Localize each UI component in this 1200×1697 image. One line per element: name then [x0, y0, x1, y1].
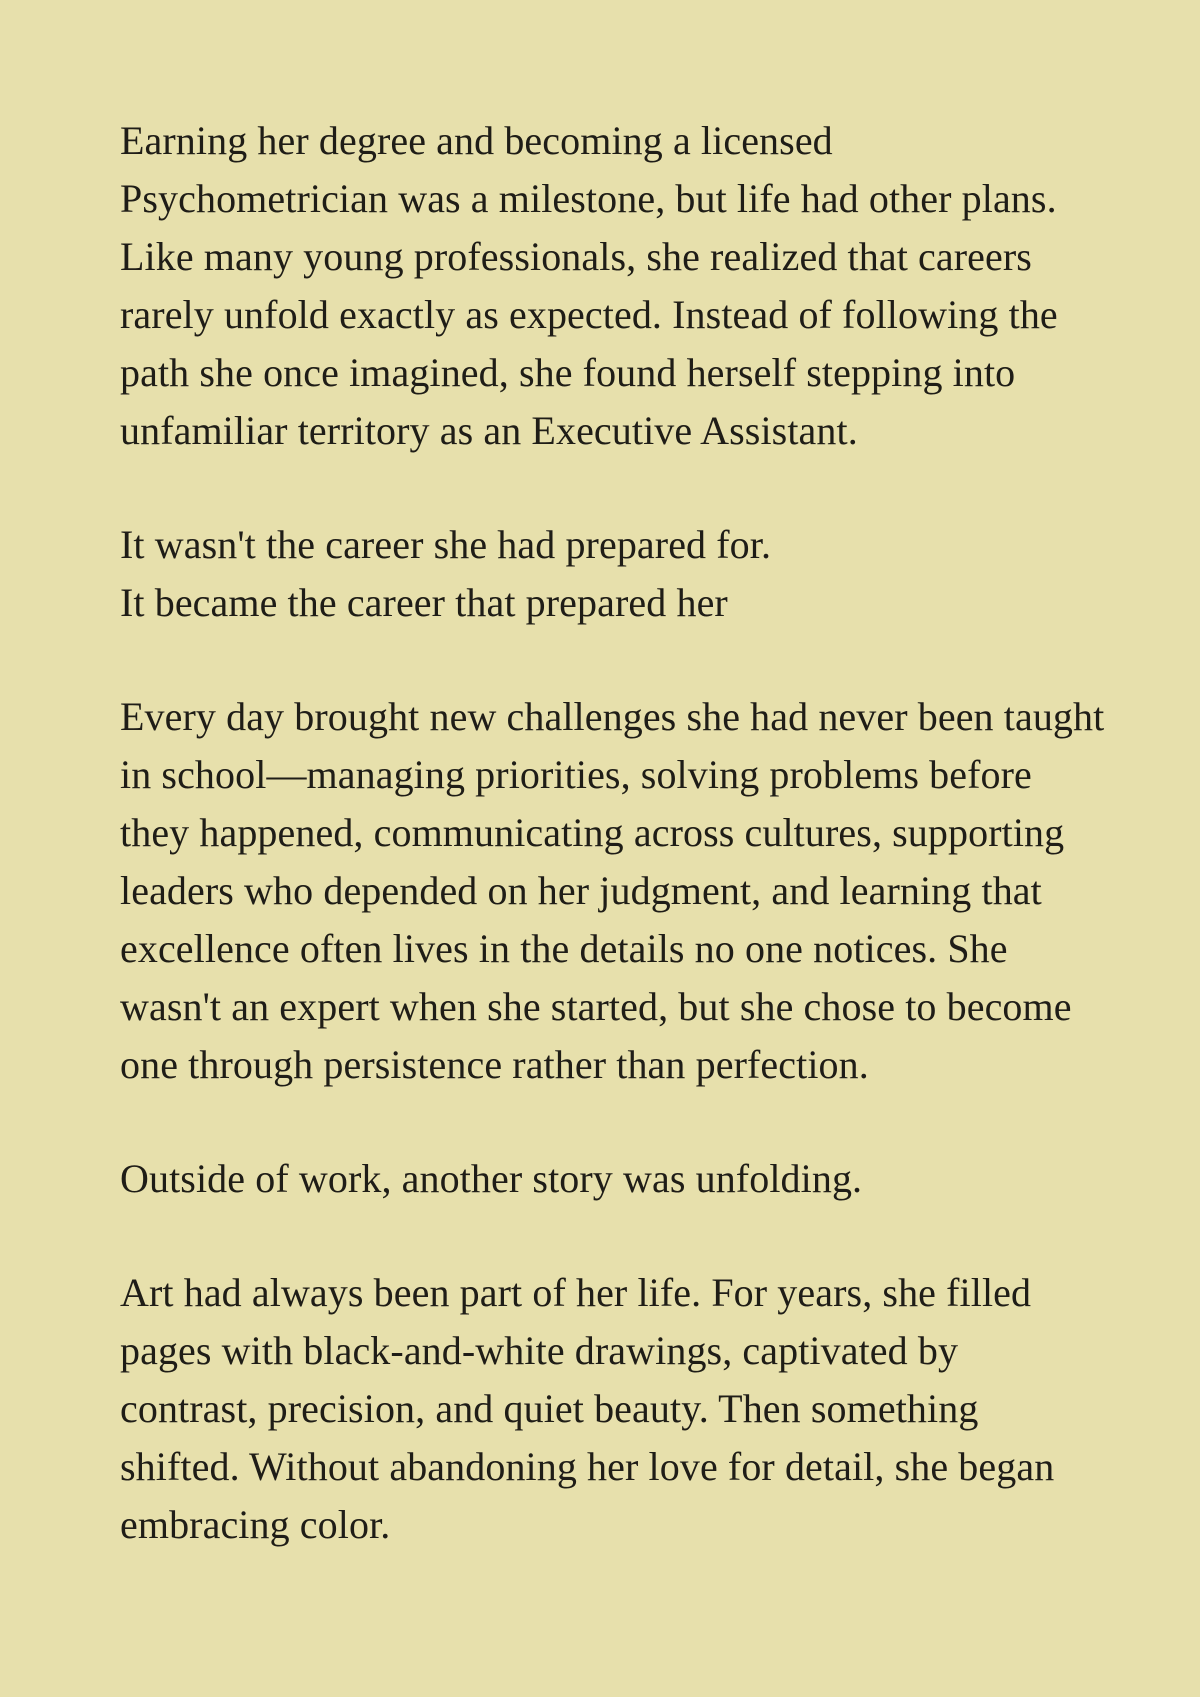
text-line: pages with black-and-white drawings, captivated by: [120, 1328, 959, 1373]
text-line: embracing color.: [120, 1502, 391, 1547]
story-text: [120, 112, 1105, 1554]
paragraph-art-story: [120, 1264, 1100, 1554]
text-line: It became the career that prepared her: [120, 580, 728, 625]
text-line: unfamiliar territory as an Executive Assistant.: [120, 408, 858, 453]
text-line: Art had always been part of her life. For years, she filled: [120, 1270, 1032, 1315]
paragraph-outside-work: [120, 1150, 1100, 1208]
text-line: shifted. Without abandoning her love for detail, she began: [120, 1444, 1055, 1489]
text-line: Like many young professionals, she realized that careers: [120, 234, 1032, 279]
paragraph-career-reflection: [120, 516, 1100, 632]
text-line: Every day brought new challenges she had never been taught: [120, 694, 1105, 739]
text-line: leaders who depended on her judgment, and learning that: [120, 868, 1042, 913]
text-line: Psychometrician was a milestone, but life had other plans.: [120, 176, 1057, 221]
text-line: Earning her degree and becoming a licensed: [120, 118, 833, 163]
text-line: in school—managing priorities, solving problems before: [120, 752, 1032, 797]
paragraph-career-start: [120, 112, 1100, 460]
text-line: one through persistence rather than perfection.: [120, 1042, 869, 1087]
text-line: excellence often lives in the details no one notices. She: [120, 926, 1008, 971]
text-line: path she once imagined, she found herself stepping into: [120, 350, 1016, 395]
text-line: It wasn't the career she had prepared for.: [120, 522, 772, 567]
text-line: rarely unfold exactly as expected. Instead of following the: [120, 292, 1058, 337]
paragraph-daily-challenges: [120, 688, 1105, 1094]
text-line: they happened, communicating across cultures, supporting: [120, 810, 1065, 855]
text-line: wasn't an expert when she started, but she chose to become: [120, 984, 1072, 1029]
text-line: Outside of work, another story was unfolding.: [120, 1156, 863, 1201]
text-line: contrast, precision, and quiet beauty. Then something: [120, 1386, 979, 1431]
